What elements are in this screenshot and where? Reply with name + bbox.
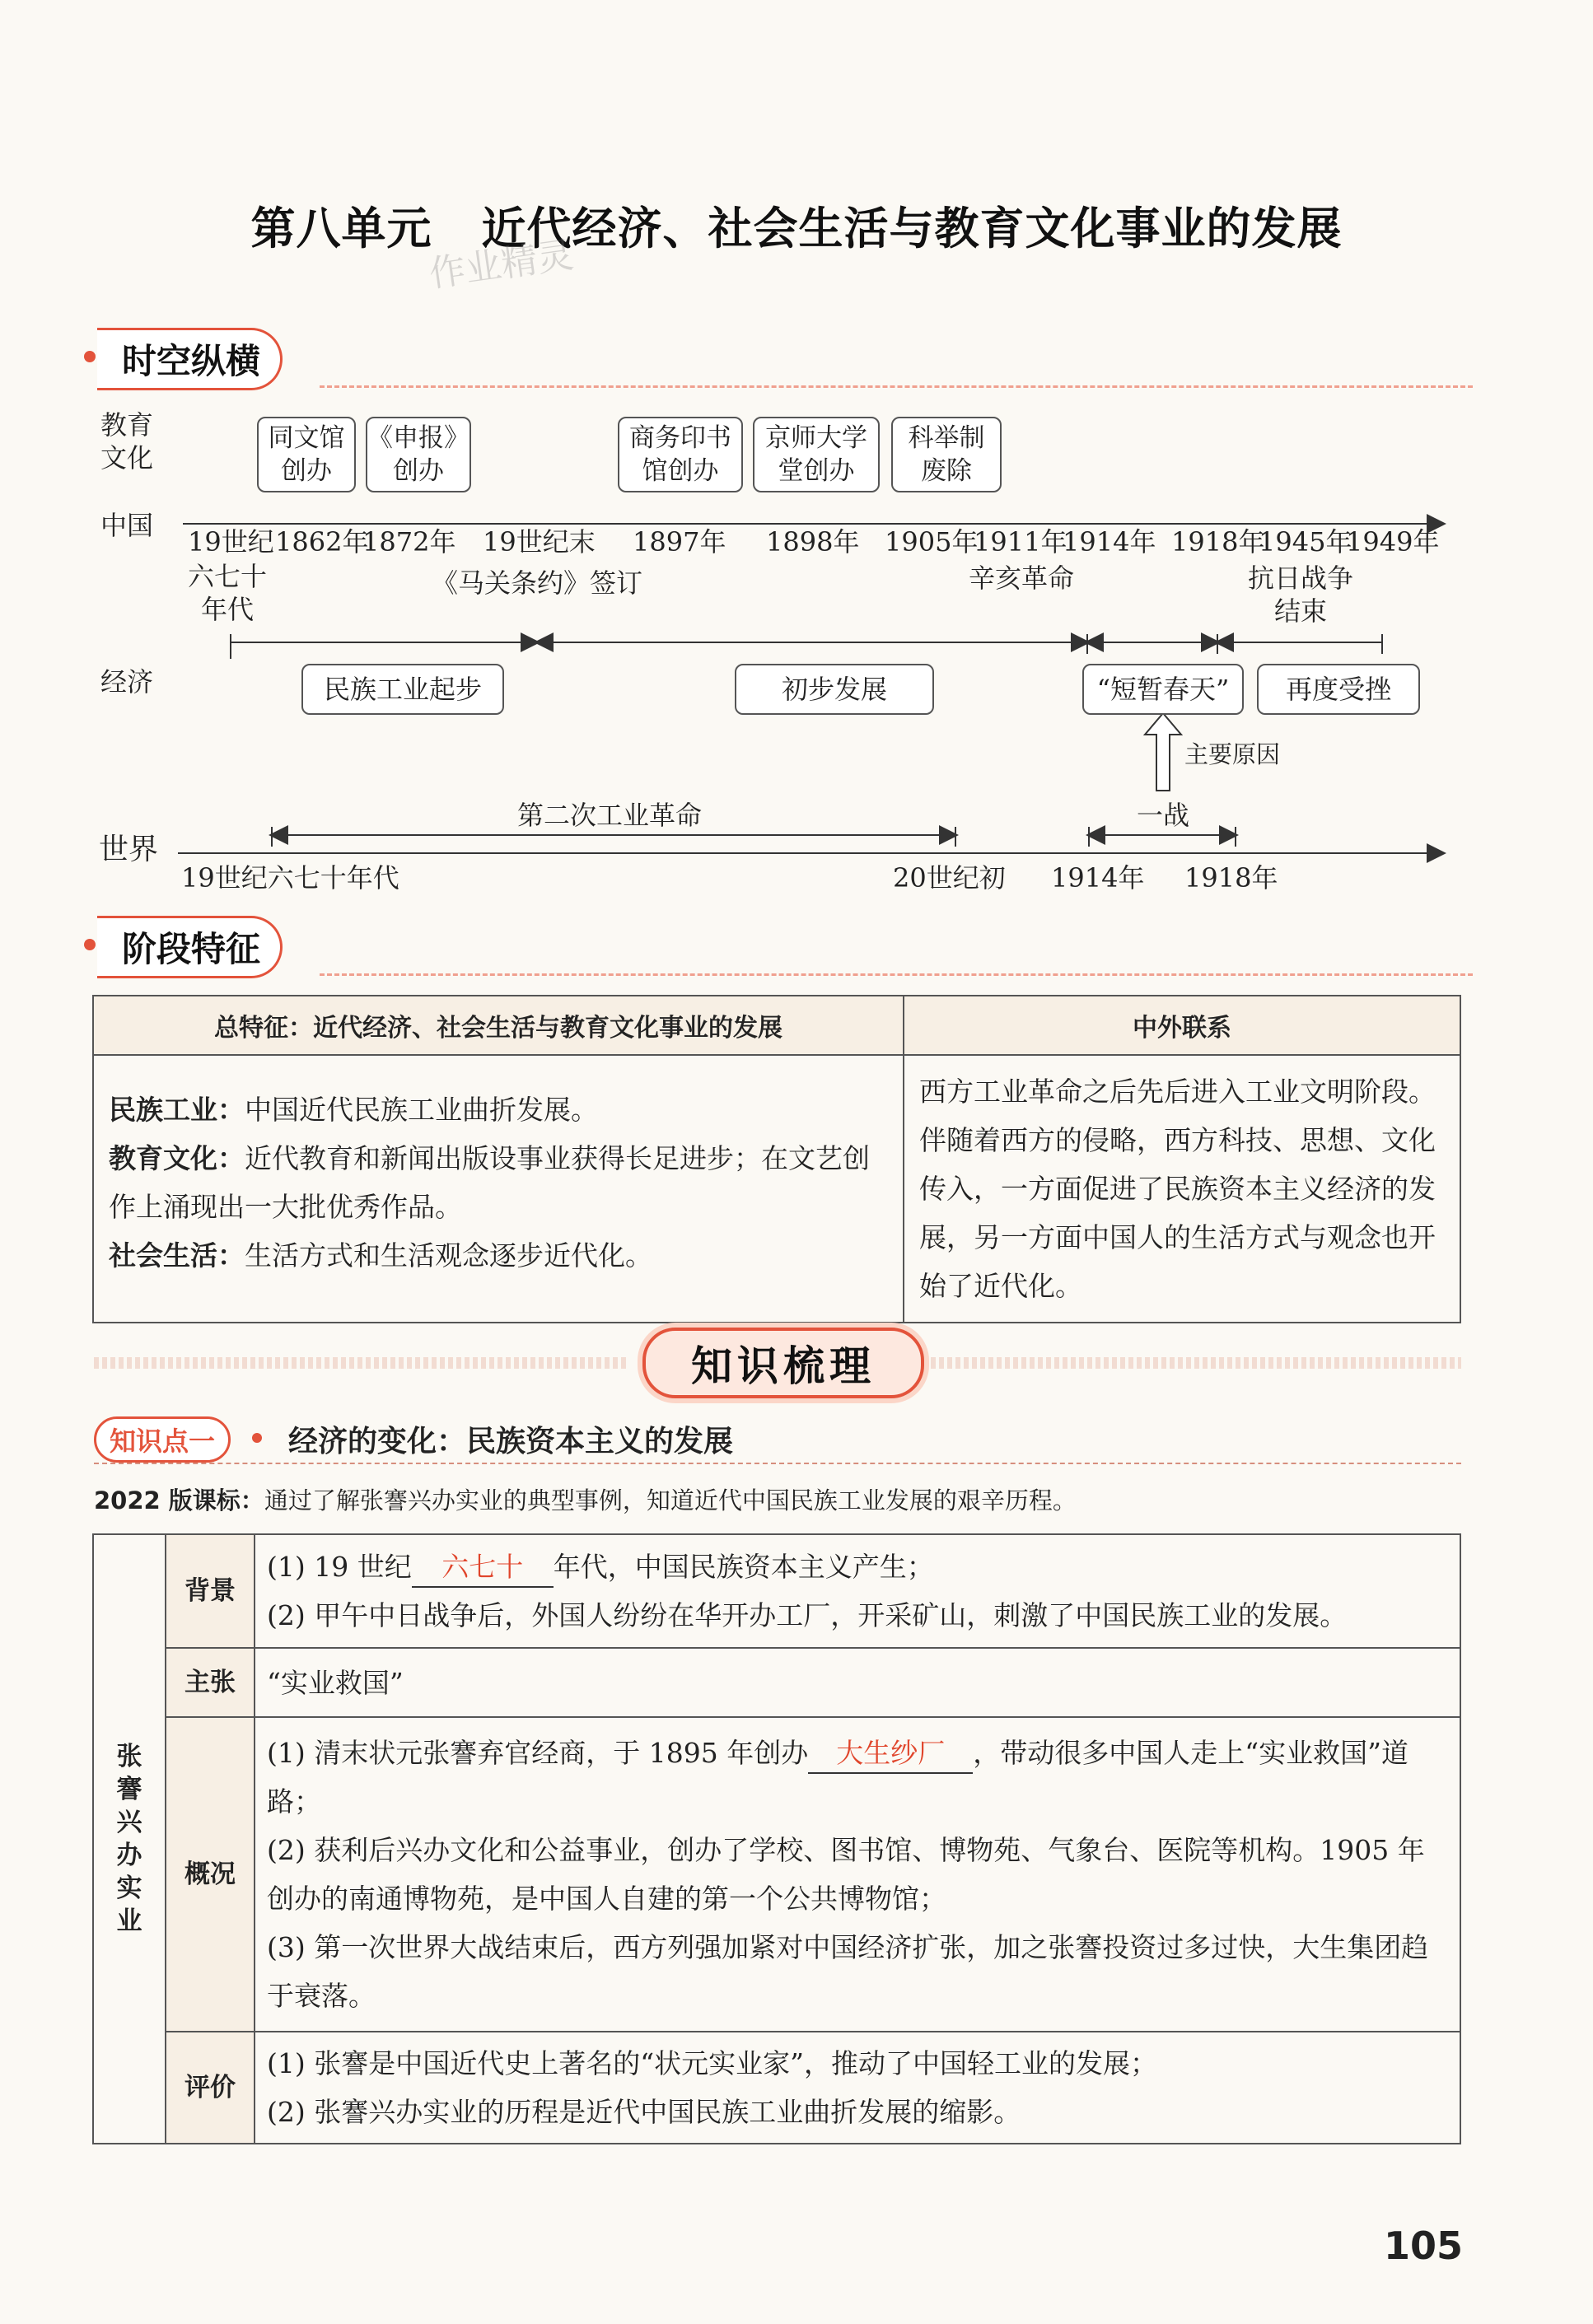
banner-title: 知识梳理	[642, 1328, 924, 1398]
china-date: 1918年	[1171, 526, 1265, 558]
economy-box: 再度受挫	[1257, 664, 1420, 715]
edu-box-line1: 商务印书	[629, 423, 731, 453]
knowledge-table	[92, 1533, 1461, 2144]
china-date: 1945年	[1259, 526, 1352, 558]
knowledge-point-title: 经济的变化：民族资本主义的发展	[288, 1425, 734, 1458]
row-head: 主张	[166, 1648, 255, 1717]
banner-line-left	[94, 1357, 629, 1369]
fill-blank-answer: 六七十	[412, 1548, 554, 1588]
stage-table	[92, 995, 1461, 1323]
banner-line-right	[931, 1357, 1461, 1369]
row-content	[255, 1717, 1460, 2032]
row-head: 概况	[166, 1717, 255, 2032]
china-date-sub: 六七十 年代	[188, 561, 268, 625]
stage-head-left: 总特征：近代经济、社会生活与教育文化事业的发展	[93, 996, 904, 1055]
stage-item-text: 中国近代民族工业曲折发展。	[245, 1094, 598, 1126]
china-date: 1897年	[633, 526, 726, 558]
stage-item	[109, 1134, 888, 1231]
line-text: 年代，中国民族资本主义产生；	[553, 1551, 934, 1583]
row-label-edu: 教育 文化	[100, 409, 154, 474]
china-date: 1905年	[885, 526, 979, 558]
world-event-industrial: 第二次工业革命	[517, 800, 703, 831]
economy-box: “短暂春天”	[1082, 664, 1244, 715]
content-line: (1) 张謇是中国近代史上著名的“状元实业家”，推动了中国轻工业的发展；	[267, 2047, 1157, 2079]
edu-box	[618, 417, 743, 492]
content-line: (2) 张謇兴办实业的历程是近代中国民族工业曲折发展的缩影。	[267, 2096, 1021, 2128]
page-number: 105	[1384, 2224, 1464, 2268]
edu-box-line1: 科举制	[908, 423, 985, 453]
world-date: 20世纪初	[893, 862, 1006, 894]
row-label-world: 世界	[99, 833, 159, 866]
section-stage-header	[97, 916, 1465, 977]
edu-box-line2: 废除	[921, 456, 972, 486]
section-title: 阶段特征	[97, 916, 283, 978]
content-line	[267, 1729, 1448, 1826]
stage-item-key: 社会生活：	[109, 1239, 245, 1272]
stage-item-text: 近代教育和新闻出版设事业获得长足进步；在文艺创作上涌现出一大批优秀作品。	[109, 1142, 870, 1223]
reason-arrow-icon	[1145, 713, 1181, 791]
row-head: 评价	[166, 2032, 255, 2144]
china-date: 19世纪末	[483, 526, 596, 558]
reason-label: 主要原因	[1184, 740, 1281, 768]
event-war-end: 抗日战争 结束	[1247, 562, 1353, 627]
world-date: 19世纪六七十年代	[181, 862, 399, 894]
fill-blank-answer: 大生纱厂	[808, 1734, 973, 1774]
section-title: 时空纵横	[97, 328, 283, 390]
knowledge-point-header	[94, 1416, 1461, 1464]
china-date: 1898年	[766, 526, 860, 558]
edu-box-line1: 京师大学	[765, 423, 867, 453]
event-treaty: 《马关条约》签订	[432, 567, 643, 599]
unit-name: 近代经济、社会生活与教育文化事业的发展	[481, 203, 1343, 254]
stage-item	[109, 1085, 888, 1134]
edu-box-line2: 堂创办	[778, 456, 855, 486]
line-text: (1) 19 世纪	[267, 1551, 412, 1583]
stage-left-cell	[93, 1055, 904, 1323]
stage-right-cell: 西方工业革命之后先后进入工业文明阶段。伴随着西方的侵略，西方科技、思想、文化传入，一方面促进了民族资本主义经济的发展，另一方面中国人的生活方式与观念也开始了近代化。	[904, 1055, 1460, 1323]
content-line: (2) 获利后兴办文化和公益事业，创办了学校、图书馆、博物苑、气象台、医院等机构。1905 年创办的南通博物苑，是中国人自建的第一个公共博物馆；	[267, 1834, 1425, 1915]
china-date: 1862年	[275, 526, 369, 558]
edu-box	[753, 417, 880, 492]
content-line: (2) 甲午中日战争后，外国人纷纷在华开办工厂，开采矿山，刺激了中国民族工业的发展。	[267, 1599, 1348, 1631]
line-text: (1) 清末状元张謇弃官经商，于 1895 年创办	[267, 1737, 809, 1769]
stage-item-key: 民族工业：	[109, 1094, 245, 1126]
event-revolution: 辛亥革命	[969, 562, 1075, 594]
world-date: 1918年	[1184, 862, 1278, 894]
side-label-text: 张 謇 兴 办 实 业	[116, 1742, 142, 1936]
stage-item-key: 教育文化：	[109, 1142, 245, 1174]
knowledge-point-tag: 知识点一	[94, 1416, 231, 1463]
row-head: 背景	[166, 1534, 255, 1648]
bullet-icon	[252, 1433, 262, 1443]
edu-box-line2: 创办	[281, 456, 332, 486]
edu-box-line1: 同文馆	[268, 423, 345, 453]
world-date: 1914年	[1051, 862, 1145, 894]
standard-label: 2022 版课标：	[94, 1486, 264, 1514]
curriculum-standard	[94, 1482, 1077, 1516]
content-line: (3) 第一次世界大战结束后，西方列强加紧对中国经济扩张，加之张謇投资过多过快，大生集团趋于衰落。	[267, 1931, 1429, 2012]
china-date: 1949年	[1346, 526, 1440, 558]
row-label-china: 中国	[100, 510, 154, 541]
edu-box	[366, 417, 471, 492]
edu-box-line2: 创办	[393, 456, 444, 486]
bullet-icon	[84, 939, 96, 950]
line-text: ，带动很多中国人走上“实业救国”道路；	[267, 1737, 1408, 1818]
content-line	[267, 1542, 1448, 1591]
divider	[320, 973, 1473, 976]
china-date: 1914年	[1063, 526, 1156, 558]
economy-box: 初步发展	[735, 664, 934, 715]
knowledge-banner	[0, 1318, 1593, 1400]
china-date: 1911年	[974, 526, 1067, 558]
edu-box	[257, 417, 356, 492]
edu-box	[891, 417, 1002, 492]
stage-head-right: 中外联系	[904, 996, 1460, 1055]
world-event-ww1: 一战	[1137, 800, 1190, 831]
row-content: “实业救国”	[255, 1648, 1460, 1717]
china-date: 1872年	[362, 526, 456, 558]
watermark: 作业精灵	[426, 233, 577, 296]
economy-box: 民族工业起步	[301, 664, 504, 715]
edu-box-line2: 馆创办	[642, 456, 719, 486]
stage-item	[109, 1231, 888, 1280]
row-content	[255, 2032, 1460, 2144]
divider	[94, 1463, 1461, 1464]
row-content	[255, 1534, 1460, 1648]
standard-text: 通过了解张謇兴办实业的典型事例，知道近代中国民族工业发展的艰辛历程。	[264, 1486, 1077, 1514]
china-date: 19世纪	[188, 526, 274, 558]
side-label	[93, 1534, 166, 2144]
stage-item-text: 生活方式和生活观念逐步近代化。	[245, 1239, 652, 1272]
row-label-economy: 经济	[100, 666, 154, 698]
edu-box-line1: 《申报》	[367, 423, 469, 453]
unit-label: 第八单元	[250, 203, 432, 254]
